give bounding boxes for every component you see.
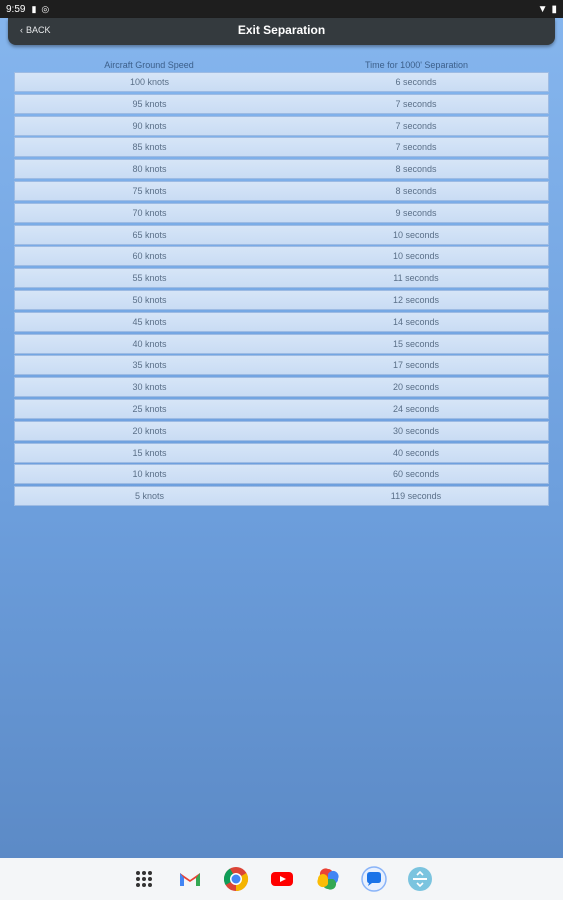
messages-icon[interactable] <box>360 865 388 893</box>
column-header-time: Time for 1000' Separation <box>365 60 468 70</box>
app-icon[interactable] <box>406 865 434 893</box>
ground-speed-cell: 5 knots <box>134 491 164 502</box>
separation-time-cell: 9 seconds <box>395 207 437 218</box>
ground-speed-cell: 70 knots <box>132 207 167 218</box>
table-row <box>14 203 549 223</box>
separation-time-cell: 12 seconds <box>392 294 440 305</box>
sync-icon: ◎ <box>41 3 50 14</box>
separation-time-cell: 14 seconds <box>392 316 440 327</box>
table-row <box>14 268 549 288</box>
youtube-icon[interactable] <box>268 865 296 893</box>
ground-speed-cell: 25 knots <box>132 403 167 414</box>
app-drawer-icon[interactable] <box>130 865 158 893</box>
separation-time-cell: 8 seconds <box>395 164 437 175</box>
table-row <box>14 486 549 506</box>
separation-table <box>14 60 549 508</box>
ground-speed-cell: 55 knots <box>132 273 167 284</box>
table-row <box>14 94 549 114</box>
table-row <box>14 399 549 419</box>
table-row <box>14 246 549 266</box>
ground-speed-cell: 30 knots <box>132 382 167 393</box>
table-row <box>14 355 549 375</box>
separation-time-cell: 10 seconds <box>392 229 440 240</box>
ground-speed-cell: 40 knots <box>132 338 167 349</box>
chevron-left-icon: ‹ <box>20 25 23 35</box>
table-row <box>14 72 549 92</box>
table-row <box>14 421 549 441</box>
table-row <box>14 377 549 397</box>
separation-time-cell: 10 seconds <box>392 251 440 262</box>
page-title: Exit Separation <box>237 23 326 37</box>
ground-speed-cell: 45 knots <box>132 316 167 327</box>
status-time: 9:59 <box>6 3 26 15</box>
ground-speed-cell: 75 knots <box>132 185 167 196</box>
back-label: BACK <box>26 25 51 35</box>
table-row <box>14 443 549 463</box>
table-row <box>14 312 549 332</box>
separation-time-cell: 7 seconds <box>395 98 437 109</box>
separation-time-cell: 24 seconds <box>392 403 440 414</box>
ground-speed-cell: 95 knots <box>132 98 167 109</box>
ground-speed-cell: 60 knots <box>132 251 167 262</box>
battery-icon: ▮ <box>551 3 557 15</box>
ground-speed-cell: 100 knots <box>129 77 169 87</box>
status-bar <box>0 0 563 18</box>
ground-speed-cell: 85 knots <box>132 142 167 153</box>
table-row <box>14 290 549 310</box>
separation-time-cell: 15 seconds <box>392 338 440 349</box>
separation-time-cell: 60 seconds <box>392 469 440 480</box>
separation-time-cell: 17 seconds <box>392 360 440 371</box>
separation-time-cell: 119 seconds <box>390 491 442 502</box>
separation-time-cell: 40 seconds <box>392 447 440 458</box>
ground-speed-cell: 20 knots <box>132 425 167 436</box>
table-row <box>14 159 549 179</box>
chrome-icon[interactable] <box>222 865 250 893</box>
title-bar <box>8 18 555 45</box>
ground-speed-cell: 90 knots <box>132 120 167 131</box>
table-row <box>14 225 549 245</box>
notification-icon: ▮ <box>31 3 37 14</box>
photos-icon[interactable] <box>314 865 342 893</box>
ground-speed-cell: 15 knots <box>132 447 167 458</box>
table-row <box>14 137 549 157</box>
ground-speed-cell: 35 knots <box>132 360 167 371</box>
wifi-icon: ▼ <box>537 3 548 15</box>
separation-time-cell: 6 seconds <box>395 77 437 87</box>
ground-speed-cell: 10 knots <box>132 469 167 480</box>
gmail-icon[interactable] <box>176 865 204 893</box>
column-header-speed: Aircraft Ground Speed <box>104 60 194 70</box>
separation-time-cell: 30 seconds <box>392 425 440 436</box>
separation-time-cell: 8 seconds <box>395 185 437 196</box>
ground-speed-cell: 80 knots <box>132 164 167 175</box>
separation-time-cell: 11 seconds <box>393 273 439 284</box>
table-header <box>14 60 549 72</box>
app-dock <box>0 858 563 900</box>
table-row <box>14 181 549 201</box>
ground-speed-cell: 50 knots <box>132 294 167 305</box>
table-row <box>14 334 549 354</box>
separation-time-cell: 20 seconds <box>392 382 440 393</box>
table-row <box>14 116 549 136</box>
table-row <box>14 464 549 484</box>
separation-time-cell: 7 seconds <box>395 142 437 153</box>
ground-speed-cell: 65 knots <box>132 229 167 240</box>
separation-time-cell: 7 seconds <box>395 120 437 131</box>
